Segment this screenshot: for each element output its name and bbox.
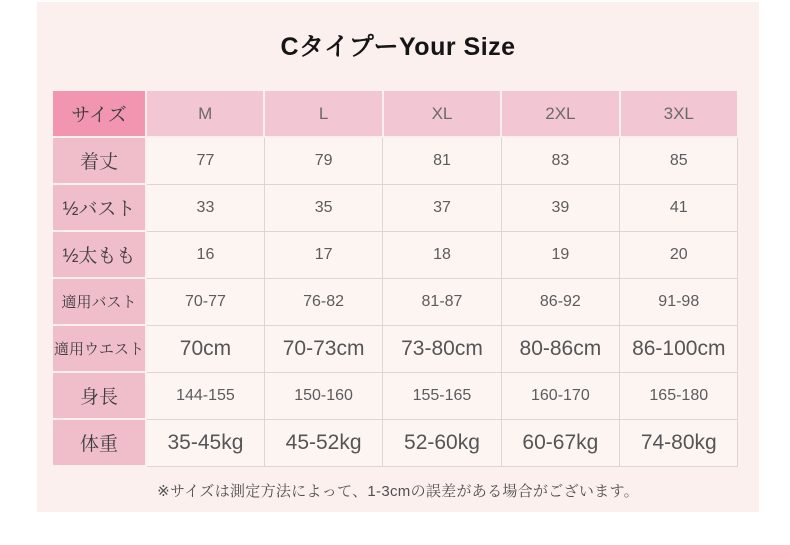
row-label-height: 身長 [52, 372, 146, 419]
cell-value: 144-155 [146, 372, 264, 419]
cell-value: 86-100cm [620, 325, 738, 372]
row-label-weight: 体重 [52, 419, 146, 466]
cell-value: 52-60kg [383, 419, 501, 466]
size-chart-panel [37, 2, 759, 512]
header-col-l: L [264, 90, 382, 137]
cell-value: 33 [146, 184, 264, 231]
header-col-3xl: 3XL [620, 90, 738, 137]
size-chart-table [51, 89, 739, 467]
cell-value: 91-98 [620, 278, 738, 325]
cell-value: 70cm [146, 325, 264, 372]
cell-value: 18 [383, 231, 501, 278]
row-label-fit-bust: 適用バスト [52, 278, 146, 325]
cell-value: 165-180 [620, 372, 738, 419]
header-col-xl: XL [383, 90, 501, 137]
header-corner-size: サイズ [52, 90, 146, 137]
measurement-disclaimer: ※サイズは測定方法によって、1-3cmの誤差がある場合がございます。 [157, 483, 639, 500]
cell-value: 85 [620, 137, 738, 184]
cell-value: 35 [264, 184, 382, 231]
row-label-half-thigh: ½太もも [52, 231, 146, 278]
cell-value: 150-160 [264, 372, 382, 419]
cell-value: 19 [501, 231, 619, 278]
cell-value: 155-165 [383, 372, 501, 419]
cell-value: 73-80cm [383, 325, 501, 372]
row-label-fit-waist: 適用ウエスト [52, 325, 146, 372]
cell-value: 86-92 [501, 278, 619, 325]
row-label-half-bust: ½バスト [52, 184, 146, 231]
cell-value: 37 [383, 184, 501, 231]
table-row-height [52, 372, 738, 419]
table-row-length [52, 137, 738, 184]
cell-value: 83 [501, 137, 619, 184]
row-label-length: 着丈 [52, 137, 146, 184]
cell-value: 74-80kg [620, 419, 738, 466]
cell-value: 41 [620, 184, 738, 231]
table-row-fit-waist [52, 325, 738, 372]
header-col-2xl: 2XL [501, 90, 619, 137]
cell-value: 39 [501, 184, 619, 231]
cell-value: 81 [383, 137, 501, 184]
cell-value: 80-86cm [501, 325, 619, 372]
cell-value: 16 [146, 231, 264, 278]
cell-value: 160-170 [501, 372, 619, 419]
cell-value: 81-87 [383, 278, 501, 325]
table-header-row [52, 90, 738, 137]
header-col-m: M [146, 90, 264, 137]
table-row-half-bust [52, 184, 738, 231]
cell-value: 45-52kg [264, 419, 382, 466]
cell-value: 79 [264, 137, 382, 184]
cell-value: 70-77 [146, 278, 264, 325]
cell-value: 77 [146, 137, 264, 184]
cell-value: 60-67kg [501, 419, 619, 466]
cell-value: 17 [264, 231, 382, 278]
table-row-fit-bust [52, 278, 738, 325]
cell-value: 70-73cm [264, 325, 382, 372]
cell-value: 35-45kg [146, 419, 264, 466]
page-title: CタイプーYour Size [280, 33, 516, 61]
table-row-weight [52, 419, 738, 466]
cell-value: 20 [620, 231, 738, 278]
table-row-half-thigh [52, 231, 738, 278]
cell-value: 76-82 [264, 278, 382, 325]
